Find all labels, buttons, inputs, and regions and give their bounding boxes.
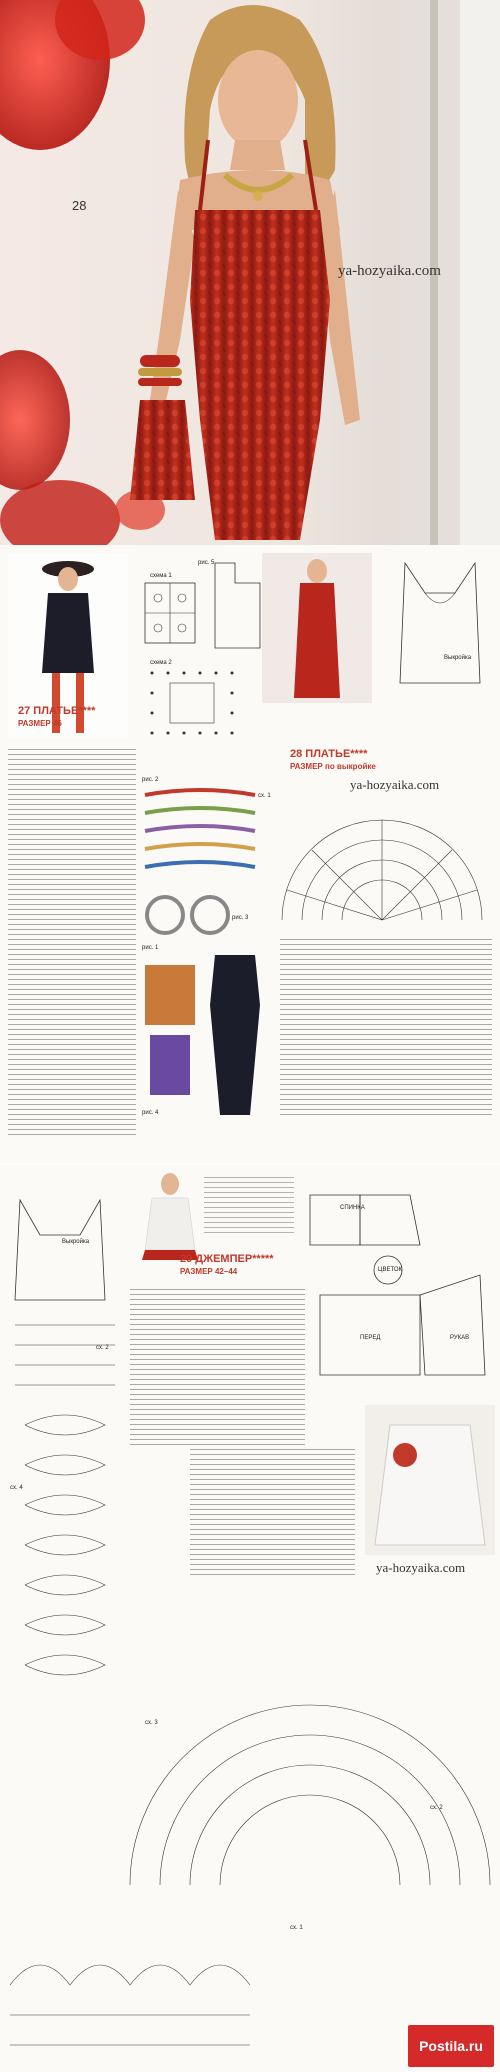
fig1-yarn xyxy=(140,955,200,1105)
scheme1-label: схема 1 xyxy=(150,573,172,579)
jumper-model-photo xyxy=(140,1170,200,1260)
jumper29-stars: ***** xyxy=(252,1253,274,1265)
fig5-label: рис. 5 xyxy=(198,560,215,566)
brand-logo[interactable]: Postila.ru xyxy=(408,2025,494,2067)
jumper29-title-text: 29 ДЖЕМПЕР xyxy=(180,1253,253,1265)
sch3-label: сх. 3 xyxy=(145,1720,158,1726)
fig3-rings xyxy=(140,885,240,945)
materials-text xyxy=(204,1173,294,1233)
dress27-title xyxy=(18,705,95,717)
jumper29-title xyxy=(180,1253,274,1265)
fig4-label: рис. 4 xyxy=(142,1110,159,1116)
sch2-label-right: сх. 2 xyxy=(430,1805,443,1811)
article-text-29 xyxy=(130,1285,305,1445)
article-text-27 xyxy=(8,745,136,1135)
dress28-pattern xyxy=(385,553,495,693)
dress28-title xyxy=(290,748,367,760)
dress28-stars: **** xyxy=(350,748,368,760)
sch1-radial xyxy=(272,780,492,930)
dress27-stars: **** xyxy=(78,705,96,717)
jumper29-size: РАЗМЕР 42–44 xyxy=(180,1267,238,1276)
watermark: ya-hozyaika.com xyxy=(338,263,441,279)
label-back: СПИНКА xyxy=(340,1205,365,1211)
pattern-top-left xyxy=(5,1195,115,1305)
black-dress-photo xyxy=(200,945,270,1125)
dress27-title-text: 27 ПЛАТЬЕ xyxy=(18,705,79,717)
magazine-page-2 xyxy=(0,1165,500,2072)
fig2-swatches xyxy=(140,785,260,875)
scheme2-label: схема 2 xyxy=(150,660,172,666)
jumper-pattern-pieces xyxy=(300,1185,495,1395)
page-number: 28 xyxy=(72,198,87,213)
sch1-label: сх. 1 xyxy=(258,793,271,799)
fig3-label: рис. 3 xyxy=(232,915,249,921)
label-sleeve: РУКАВ xyxy=(450,1335,470,1341)
pattern-label-2: Выкройка xyxy=(62,1239,90,1245)
dress28-photo xyxy=(262,553,372,703)
scallop-edge xyxy=(5,1925,255,2065)
dress28-title-text: 28 ПЛАТЬЕ xyxy=(290,748,351,760)
article-text-29b xyxy=(190,1445,355,1575)
article-text-28 xyxy=(280,935,492,1115)
fig2-label: рис. 2 xyxy=(142,777,159,783)
label-front: ПЕРЕД xyxy=(360,1335,381,1341)
sch4-label: сх. 4 xyxy=(10,1485,23,1491)
sch2-diagram xyxy=(5,1315,125,1715)
magazine-page-1 xyxy=(0,545,500,1163)
sch2-label-left: сх. 2 xyxy=(96,1345,109,1351)
hero-photo xyxy=(0,0,500,545)
watermark-2: ya-hozyaika.com xyxy=(350,777,440,792)
sch1-label-bottom: сх. 1 xyxy=(290,1925,303,1931)
fig1-label: рис. 1 xyxy=(142,945,159,951)
dress27-size: РАЗМЕР 46 xyxy=(18,719,62,728)
watermark-3: ya-hozyaika.com xyxy=(376,1560,466,1575)
scheme-diagrams xyxy=(140,553,270,783)
label-flower: ЦВЕТОК xyxy=(378,1267,402,1273)
sch3-fan xyxy=(120,1595,495,1895)
jumper-photo xyxy=(365,1405,495,1555)
pattern-label-1: Выкройка xyxy=(444,655,472,661)
dress28-size: РАЗМЕР по выкройке xyxy=(290,762,376,771)
